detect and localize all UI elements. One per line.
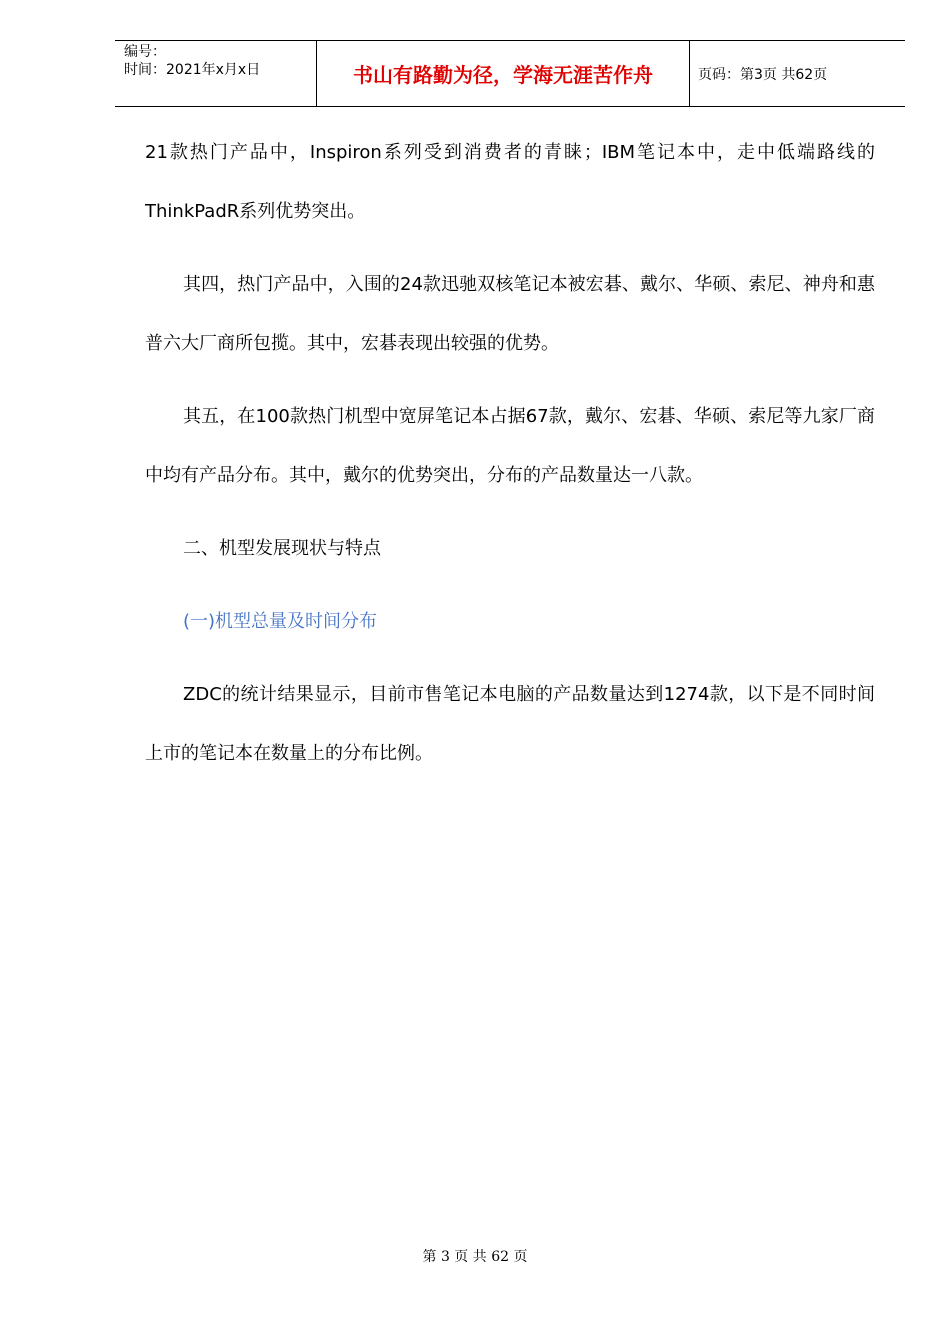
paragraph-point-four: 其四，热门产品中，入围的24款迅驰双核笔记本被宏碁、戴尔、华硕、索尼、神舟和惠普六大厂商所包揽。其中，宏碁表现出较强的优势。: [145, 274, 875, 354]
page-header: [115, 40, 905, 107]
header-page-cell: [690, 41, 905, 106]
paragraph-inspiron-thinkpad: 21款热门产品中，Inspiron系列受到消费者的青睐；IBM笔记本中，走中低端路线的ThinkPadR系列优势突出。: [145, 142, 875, 222]
motto-text: 书山有路勤为径，学海无涯苦作舟: [353, 63, 653, 87]
serial-number-label: 编号：: [124, 44, 166, 60]
paragraph-point-five: 其五，在100款热门机型中宽屏笔记本占据67款，戴尔、宏碁、华硕、索尼等九家厂商中均有产品分布。其中，戴尔的优势突出，分布的产品数量达一八款。: [145, 406, 875, 486]
header-meta-cell: [115, 41, 316, 106]
paragraph-zdc-stats: ZDC的统计结果显示，目前市售笔记本电脑的产品数量达到1274款，以下是不同时间上市的笔记本在数量上的分布比例。: [145, 684, 875, 764]
header-motto-cell: [316, 41, 690, 106]
page-footer: [0, 1246, 950, 1266]
subsection-heading: (一)机型总量及时间分布: [183, 611, 378, 632]
section-heading: 二、机型发展现状与特点: [183, 538, 381, 559]
time-label: 时间：2021年x月x日: [124, 62, 261, 78]
footer-page-number: 第 3 页 共 62 页: [422, 1249, 528, 1265]
header-page-info: 页码：第3页 共62页: [698, 66, 828, 83]
document-body: [145, 123, 875, 797]
